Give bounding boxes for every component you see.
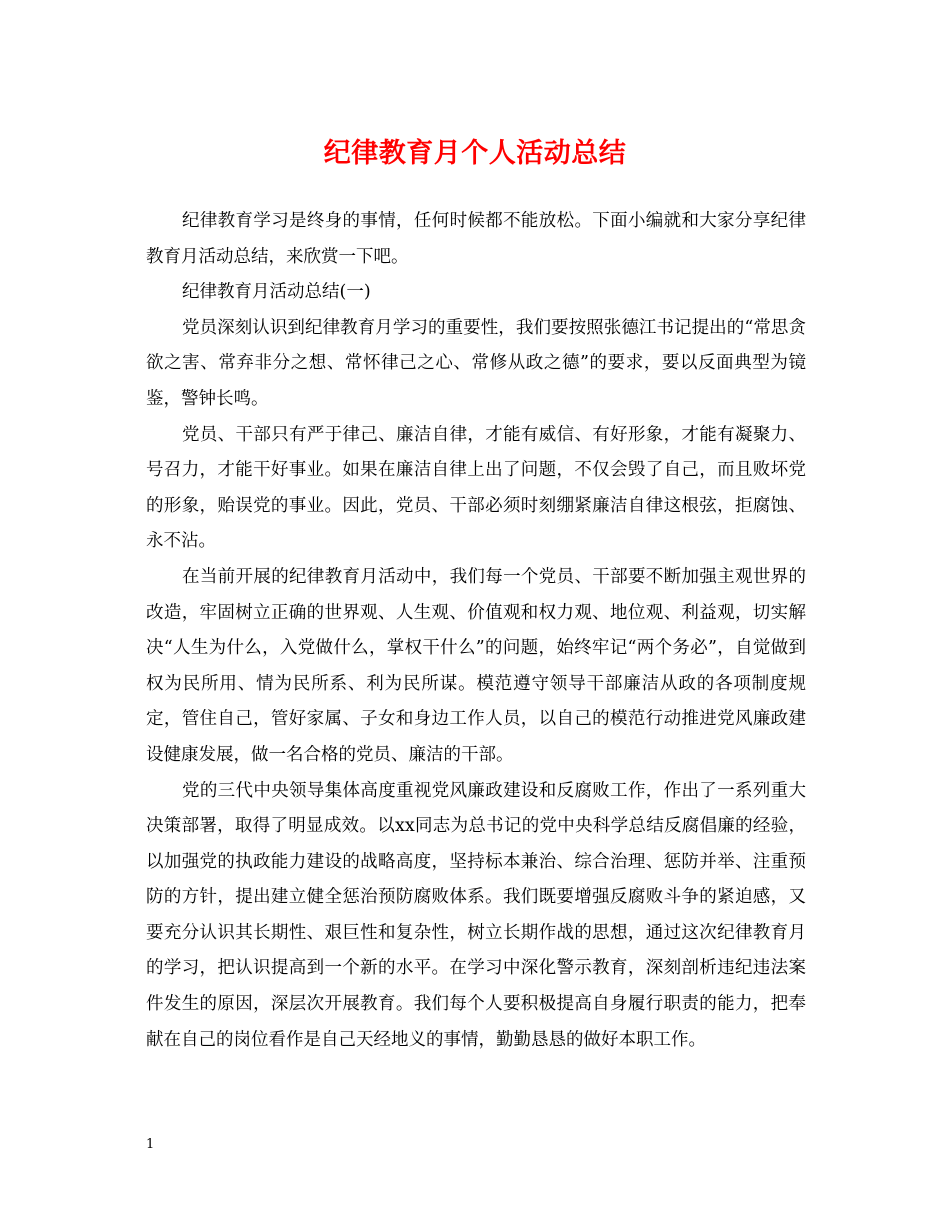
page-number: 1 bbox=[146, 1137, 155, 1152]
document-body bbox=[146, 204, 806, 1058]
body-paragraph: 党员、干部只有严于律己、廉洁自律，才能有威信、有好形象，才能有凝聚力、号召力，才能干好事业。如果在廉洁自律上出了问题，不仅会毁了自己，而且败坏党的形象，贻误党的事业。因此，党员、干部必须时刻绷紧廉洁自律这根弦，拒腐蚀、永不沾。 bbox=[146, 424, 806, 552]
section-heading: 纪律教育月活动总结(一) bbox=[182, 282, 371, 303]
document-title: 纪律教育月个人活动总结 bbox=[323, 138, 627, 169]
body-paragraph: 党员深刻认识到纪律教育月学习的重要性，我们要按照张德江书记提出的“常思贪欲之害、常弃非分之想、常怀律己之心、常修从政之德”的要求，要以反面典型为镜鉴，警钟长鸣。 bbox=[146, 317, 806, 409]
body-paragraph: 在当前开展的纪律教育月活动中，我们每一个党员、干部要不断加强主观世界的改造，牢固树立正确的世界观、人生观、价值观和权力观、地位观、利益观，切实解决“人生为什么，入党做什么，掌权干什么”的问题，始终牢记“两个务必”，自觉做到权为民所用、情为民所系、利为民所谋。模范遵守领导干部廉洁从政的各项制度规定，管住自己，管好家属、子女和身边工作人员，以自己的模范行动推进党风廉政建设健康发展，做一名合格的党员、廉洁的干部。 bbox=[146, 566, 806, 765]
body-paragraph: 党的三代中央领导集体高度重视党风廉政建设和反腐败工作，作出了一系列重大决策部署，取得了明显成效。以xx同志为总书记的党中央科学总结反腐倡廉的经验，以加强党的执政能力建设的战略高度，坚持标本兼治、综合治理、惩防并举、注重预防的方针，提出建立健全惩治预防腐败体系。我们既要增强反腐败斗争的紧迫感，又要充分认识其长期性、艰巨性和复杂性，树立长期作战的思想，通过这次纪律教育月的学习，把认识提高到一个新的水平。在学习中深化警示教育，深刻剖析违纪违法案件发生的原因，深层次开展教育。我们每个人要积极提高自身履行职责的能力，把奉献在自己的岗位看作是自己天经地义的事情，勤勤恳恳的做好本职工作。 bbox=[146, 780, 806, 1050]
intro-paragraph: 纪律教育学习是终身的事情，任何时候都不能放松。下面小编就和大家分享纪律教育月活动总结，来欣赏一下吧。 bbox=[146, 211, 806, 267]
